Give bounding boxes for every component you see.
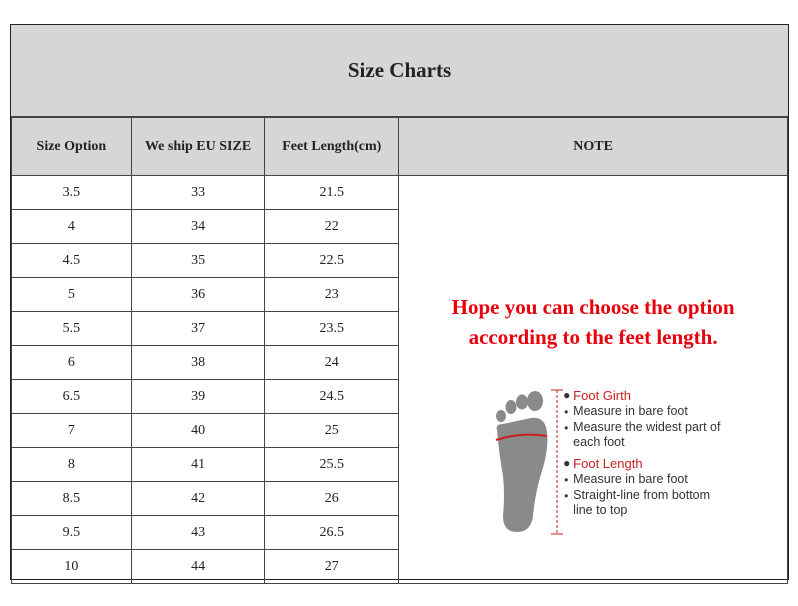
girth-line-1: Measure in bare foot: [573, 404, 688, 418]
eu-size-cell: 37: [131, 312, 265, 346]
chart-title: Size Charts: [347, 58, 452, 82]
eu-size-cell: 36: [131, 278, 265, 312]
note-line-2: according to the feet length.: [468, 325, 718, 349]
bullet-icon: •: [564, 473, 569, 487]
bullet-icon: •: [564, 489, 569, 503]
length-line-2: Straight-line from bottom: [573, 488, 711, 502]
length-line-1: Measure in bare foot: [573, 472, 688, 486]
feet-length-cell: 25: [265, 414, 399, 448]
note-text: [399, 292, 787, 352]
feet-length-cell: 23: [265, 278, 399, 312]
eu-size-cell: 39: [131, 380, 265, 414]
bullet-icon: •: [564, 405, 569, 419]
eu-size-cell: 35: [131, 244, 265, 278]
table-body: [12, 176, 788, 584]
feet-length-cell: 24.5: [265, 380, 399, 414]
header-row: [12, 118, 788, 176]
eu-size-cell: 33: [131, 176, 265, 210]
girth-line-2: Measure the widest part of: [573, 420, 721, 434]
eu-size-cell: 34: [131, 210, 265, 244]
note-line-1: Hope you can choose the option: [451, 295, 735, 319]
girth-title: Foot Girth: [573, 388, 631, 403]
eu-size-cell: 42: [131, 482, 265, 516]
size-option-cell: 5: [12, 278, 132, 312]
size-option-cell: 4.5: [12, 244, 132, 278]
size-option-cell: 3.5: [12, 176, 132, 210]
size-option-cell: 8.5: [12, 482, 132, 516]
feet-length-cell: 22: [265, 210, 399, 244]
size-option-cell: 6.5: [12, 380, 132, 414]
size-option-cell: 9.5: [12, 516, 132, 550]
header-note: NOTE: [399, 118, 788, 176]
size-option-cell: 7: [12, 414, 132, 448]
bullet-icon: •: [564, 421, 569, 435]
header-feet-length: Feet Length(cm): [265, 118, 399, 176]
size-option-cell: 8: [12, 448, 132, 482]
bullet-icon: ●: [563, 456, 571, 470]
header-size-option: Size Option: [12, 118, 132, 176]
header-eu-size: We ship EU SIZE: [131, 118, 265, 176]
size-option-cell: 10: [12, 550, 132, 584]
eu-size-cell: 44: [131, 550, 265, 584]
feet-length-cell: 26.5: [265, 516, 399, 550]
bullet-icon: ●: [563, 388, 571, 402]
feet-length-cell: 24: [265, 346, 399, 380]
eu-size-cell: 41: [131, 448, 265, 482]
feet-length-cell: 23.5: [265, 312, 399, 346]
feet-length-cell: 25.5: [265, 448, 399, 482]
foot-measure-diagram: [487, 388, 747, 538]
length-line-3: line to top: [573, 503, 628, 517]
eu-size-cell: 38: [131, 346, 265, 380]
feet-length-cell: 26: [265, 482, 399, 516]
table-row: [12, 176, 788, 210]
length-title: Foot Length: [573, 456, 643, 471]
title-bar: [11, 25, 788, 117]
size-chart: [10, 24, 789, 580]
size-option-cell: 5.5: [12, 312, 132, 346]
size-option-cell: 6: [12, 346, 132, 380]
eu-size-cell: 43: [131, 516, 265, 550]
feet-length-cell: 22.5: [265, 244, 399, 278]
size-option-cell: 4: [12, 210, 132, 244]
foot-icon: [487, 388, 567, 538]
note-cell: [399, 176, 788, 584]
feet-length-cell: 27: [265, 550, 399, 584]
feet-length-cell: 21.5: [265, 176, 399, 210]
eu-size-cell: 40: [131, 414, 265, 448]
girth-line-3: each foot: [573, 435, 625, 449]
size-table: [11, 117, 788, 584]
